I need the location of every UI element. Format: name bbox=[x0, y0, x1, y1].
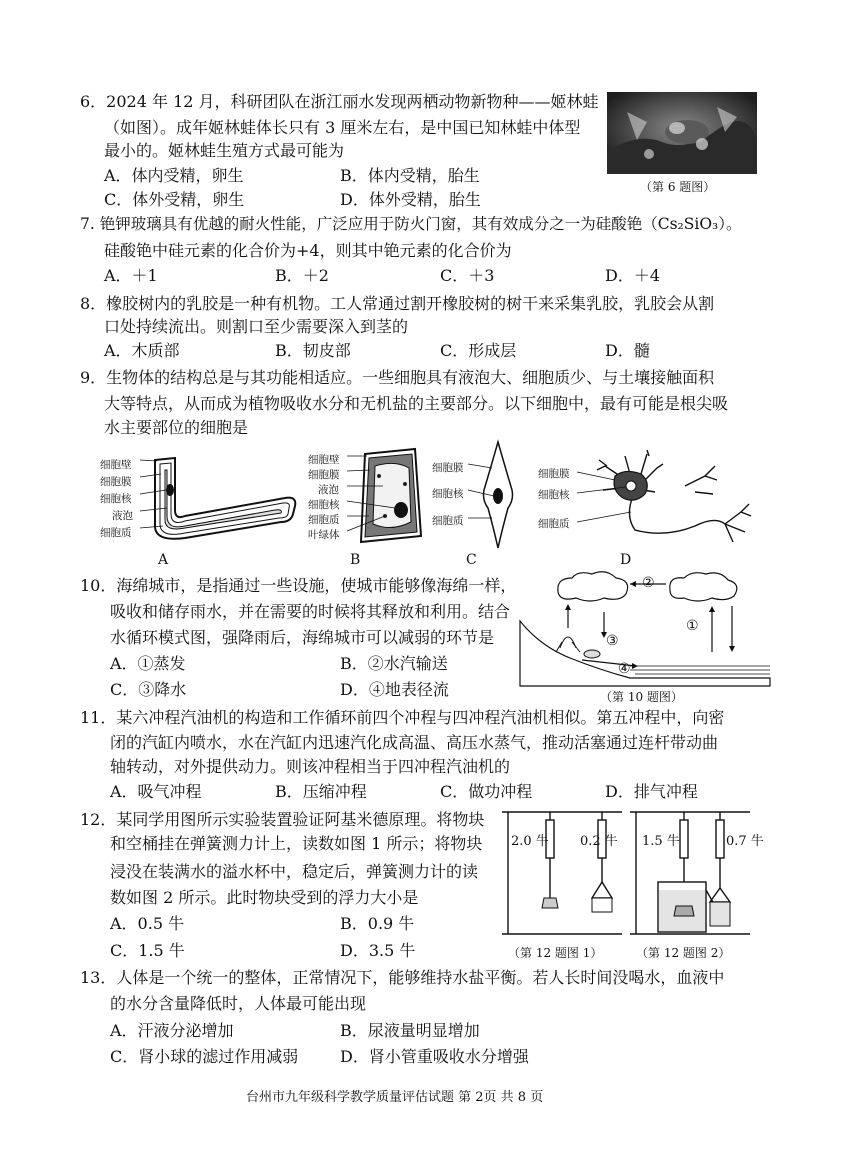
q6-line-1: 6．2024 年 12 月，科研团队在浙江丽水发现两栖动物新物种——姬林蛙 bbox=[80, 92, 599, 111]
q12-option-b: B．0.9 牛 bbox=[340, 914, 415, 933]
cell-d-label-membrane: 细胞膜 bbox=[538, 468, 570, 480]
q7-option-d: D．＋4 bbox=[605, 266, 661, 285]
cell-c-label-nucleus: 细胞核 bbox=[432, 488, 464, 500]
q11-option-c: C．做功冲程 bbox=[440, 782, 533, 801]
q8-line-2: 口处持续流出。则割口至少需要深入到茎的 bbox=[104, 317, 409, 336]
q10-mark-1: ① bbox=[686, 618, 699, 634]
q10-mark-4: ④ bbox=[618, 661, 631, 677]
q13-line-2: 的水分含量降低时，人体最可能出现 bbox=[110, 994, 367, 1013]
plant-cell-diagram bbox=[355, 446, 425, 546]
q9-line-2: 大等特点，从而成为植物吸收水分和无机盐的主要部分。以下细胞中，最有可能是根尖吸 bbox=[104, 394, 729, 413]
root-hair-cell-diagram bbox=[145, 446, 305, 546]
q7-option-b: B．＋2 bbox=[275, 266, 329, 285]
q13-option-d: D．肾小管重吸收水分增强 bbox=[340, 1047, 529, 1066]
cell-d-letter: D bbox=[620, 552, 632, 568]
q10-option-b: B．②水汽输送 bbox=[340, 654, 448, 673]
cell-d-label-nucleus: 细胞核 bbox=[538, 489, 570, 501]
cell-b-label-cytoplasm: 细胞质 bbox=[308, 514, 340, 526]
cell-c-label-cytoplasm: 细胞质 bbox=[432, 515, 464, 527]
q9-line-1: 9．生物体的结构总是与其功能相适应。一些细胞具有液泡大、细胞质少、与土壤接触面积 bbox=[80, 368, 715, 387]
fig1-right-reading: 0.2 牛 bbox=[580, 834, 618, 849]
cell-b-label-membrane: 细胞膜 bbox=[308, 469, 340, 481]
spring-scale-figure-2 bbox=[630, 806, 760, 936]
q8-option-a: A．木质部 bbox=[104, 341, 180, 360]
page-footer: 台州市九年级科学教学质量评估试题 第 2页 共 8 页 bbox=[246, 1090, 544, 1105]
cell-a-letter: A bbox=[158, 552, 169, 568]
q12-option-c: C．1.5 牛 bbox=[110, 941, 185, 960]
q11-line-1: 11．某六冲程汽油机的构造和工作循环前四个冲程与四冲程汽油机相似。第五冲程中，向密 bbox=[80, 708, 725, 727]
q6-line-2: （如图）。成年姬林蛙体长只有 3 厘米左右，是中国已知林蛙中体型 bbox=[104, 118, 581, 137]
q6-option-c: C．体外受精，卵生 bbox=[104, 190, 245, 209]
q10-option-d: D．④地表径流 bbox=[340, 680, 449, 699]
frog-photo bbox=[607, 92, 757, 174]
spring-scale-figure-1 bbox=[502, 806, 627, 936]
neuron-diagram bbox=[585, 446, 755, 546]
q8-line-1: 8．橡胶树内的乳胶是一种有机物。工人常通过割开橡胶树的树干来采集乳胶，乳胶会从割 bbox=[80, 294, 715, 313]
q12-option-a: A．0.5 牛 bbox=[110, 914, 185, 933]
fig1-left-reading: 2.0 牛 bbox=[511, 834, 549, 849]
cell-a-label-membrane: 细胞膜 bbox=[100, 476, 132, 488]
q13-option-c: C．肾小球的滤过作用减弱 bbox=[110, 1047, 299, 1066]
q8-option-c: C．形成层 bbox=[440, 341, 517, 360]
q13-option-b: B．尿液量明显增加 bbox=[340, 1021, 480, 1040]
q12-line-3: 浸没在装满水的溢水杯中，稳定后，弹簧测力计的读 bbox=[110, 862, 479, 881]
q8-option-d: D．髓 bbox=[605, 341, 650, 360]
q8-option-b: B．韧皮部 bbox=[275, 341, 351, 360]
fig2-caption: （第 12 题图 2） bbox=[636, 946, 731, 960]
fig2-left-reading: 1.5 牛 bbox=[642, 834, 680, 849]
cell-a-label-wall: 细胞壁 bbox=[100, 459, 132, 471]
cell-b-label-chloroplast: 叶绿体 bbox=[308, 529, 340, 541]
q10-option-a: A．①蒸发 bbox=[110, 654, 186, 673]
fig1-caption: （第 12 题图 1） bbox=[508, 946, 603, 960]
cell-b-label-wall: 细胞壁 bbox=[308, 454, 340, 466]
q6-option-a: A．体内受精，卵生 bbox=[104, 166, 244, 185]
fig2-right-reading: 0.7 牛 bbox=[726, 834, 764, 849]
q11-line-3: 轴转动，对外提供动力。则该冲程相当于四冲程汽油机的 bbox=[110, 757, 511, 776]
cell-b-label-nucleus: 细胞核 bbox=[308, 499, 340, 511]
q6-line-3: 最小的。姬林蛙生殖方式最可能为 bbox=[104, 141, 345, 160]
cell-a-label-nucleus: 细胞核 bbox=[100, 493, 132, 505]
cell-a-label-vacuole: 液泡 bbox=[112, 510, 133, 522]
q10-option-c: C．③降水 bbox=[110, 680, 187, 699]
cell-a-label-cytoplasm: 细胞质 bbox=[100, 527, 132, 539]
q6-figure-caption: （第 6 题图） bbox=[640, 180, 716, 194]
q10-line-2: 吸收和储存雨水，并在需要的时候将其释放和利用。结合 bbox=[110, 602, 511, 621]
cell-c-label-membrane: 细胞膜 bbox=[432, 462, 464, 474]
q12-option-d: D．3.5 牛 bbox=[340, 941, 416, 960]
q10-mark-2: ② bbox=[642, 575, 655, 591]
q6-option-d: D．体外受精，胎生 bbox=[340, 190, 481, 209]
q7-option-a: A．＋1 bbox=[104, 266, 158, 285]
q12-line-1: 12．某同学用图所示实验装置验证阿基米德原理。将物块 bbox=[80, 810, 485, 829]
q11-option-d: D．排气冲程 bbox=[605, 782, 698, 801]
cell-b-letter: B bbox=[350, 552, 361, 568]
muscle-cell-diagram bbox=[478, 440, 518, 550]
q13-line-1: 13．人体是一个统一的整体，正常情况下，能够维持水盐平衡。若人长时间没喝水，血液中 bbox=[80, 968, 725, 987]
q10-figure-caption: （第 10 题图） bbox=[600, 690, 683, 704]
q7-line-1: 7. 铯钾玻璃具有优越的耐火性能，广泛应用于防火门窗，其有效成分之一为硅酸铯（Cs₂SiO₃）。 bbox=[80, 215, 742, 233]
cell-b-label-vacuole: 液泡 bbox=[318, 484, 339, 496]
q11-option-a: A．吸气冲程 bbox=[110, 782, 202, 801]
q13-option-a: A．汗液分泌增加 bbox=[110, 1021, 234, 1040]
q6-option-b: B．体内受精，胎生 bbox=[340, 166, 480, 185]
q11-option-b: B．压缩冲程 bbox=[275, 782, 367, 801]
q10-line-1: 10．海绵城市，是指通过一些设施，使城市能够像海绵一样， bbox=[80, 576, 517, 595]
q12-line-2: 和空桶挂在弹簧测力计上，读数如图 1 所示；将物块 bbox=[110, 834, 483, 853]
q10-line-3: 水循环模式图，强降雨后，海绵城市可以减弱的环节是 bbox=[110, 628, 495, 647]
cell-c-letter: C bbox=[466, 552, 477, 568]
q10-mark-3: ③ bbox=[606, 633, 619, 649]
cell-d-label-cytoplasm: 细胞质 bbox=[538, 518, 570, 530]
q11-line-2: 闭的汽缸内喷水，水在汽缸内迅速汽化成高温、高压水蒸气，推动活塞通过连杆带动曲 bbox=[110, 733, 719, 752]
q9-line-3: 水主要部位的细胞是 bbox=[104, 418, 249, 437]
q7-line-2: 硅酸铯中硅元素的化合价为+4，则其中铯元素的化合价为 bbox=[104, 241, 512, 260]
q7-option-c: C．＋3 bbox=[440, 266, 495, 285]
q12-line-4: 数如图 2 所示。此时物块受到的浮力大小是 bbox=[110, 888, 419, 907]
